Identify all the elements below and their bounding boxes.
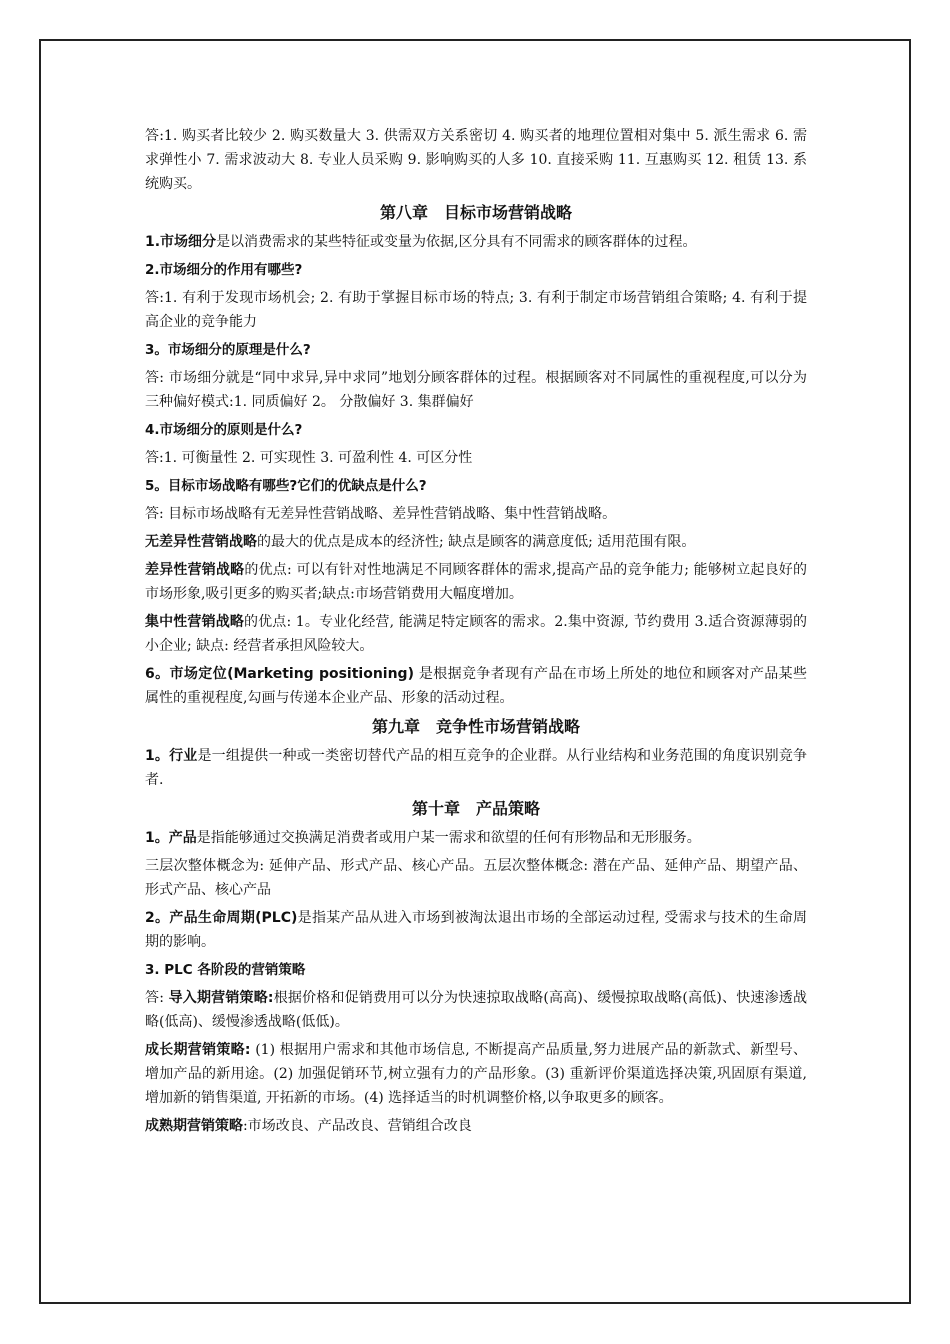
chapter-9-title: 第九章 竞争性市场营销战略 <box>371 717 580 736</box>
question-5: 5。目标市场战略有哪些?它们的优缺点是什么? <box>145 478 427 494</box>
term: 1。产品 <box>145 830 197 846</box>
question-4: 4.市场细分的原则是什么? <box>145 422 303 438</box>
growth-stage-strategy <box>145 1038 807 1110</box>
answer-prefix: 答: <box>145 990 169 1006</box>
chapter-10-title: 第十章 产品策略 <box>411 799 540 818</box>
strategy-text: 的最大的优点是成本的经济性; 缺点是顾客的满意度低; 适用范围有限。 <box>257 534 696 550</box>
strategy-concentrated <box>145 610 807 658</box>
term: 成长期营销策略: <box>145 1042 251 1058</box>
question-plc-strategies: 3. PLC 各阶段的营销策略 <box>145 962 306 978</box>
chapter-8-title: 第八章 目标市场营销战略 <box>379 203 572 222</box>
term: 成熟期营销策略 <box>145 1118 243 1134</box>
term: 无差异性营销战略 <box>145 534 257 550</box>
term: 集中性营销战略 <box>145 614 245 630</box>
answer-4: 答:1. 可衡量性 2. 可实现性 3. 可盈利性 4. 可区分性 <box>145 450 473 466</box>
term: 差异性营销战略 <box>145 562 245 578</box>
definition-product <box>145 826 807 850</box>
definition-text: 是一组提供一种或一类密切替代产品的相互竞争的企业群。从行业结构和业务范围的角度识别竞争者. <box>145 748 807 788</box>
answer-2: 答:1. 有利于发现市场机会; 2. 有助于掌握目标市场的特点; 3. 有利于制定市场营销组合策略; 4. 有利于提高企业的竞争能力 <box>145 290 807 330</box>
strategy-text: 的优点: 1。专业化经营, 能满足特定顾客的需求。2.集中资源, 节约费用 3.适合资源薄弱的小企业; 缺点: 经营者承担风险较大。 <box>145 614 807 654</box>
definition-text: 是根据竞争者现有产品在市场上所处的地位和顾客对产品某些属性的重视程度,勾画与传递本企业产品、形象的活动过程。 <box>145 666 807 706</box>
strategy-differentiated <box>145 558 807 606</box>
maturity-stage-strategy <box>145 1114 807 1138</box>
strategy-text: 的优点: 可以有针对性地满足不同顾客群体的需求,提高产品的竞争能力; 能够树立起良好的市场形象,吸引更多的购买者;缺点:市场营销费用大幅度增加。 <box>145 562 807 602</box>
term: 6。市场定位(Marketing positioning) <box>145 666 414 682</box>
intro-answer: 答:1. 购买者比较少 2. 购买数量大 3. 供需双方关系密切 4. 购买者的地理位置相对集中 5. 派生需求 6. 需求弹性小 7. 需求波动大 8. 专业人员采购 9. 影响购买的人多 10. 直接采购 11. 互惠购买 12. 租赁 13. 系统购买。 <box>145 128 807 192</box>
strategy-text: (1) 根据用户需求和其他市场信息, 不断提高产品质量,努力进展产品的新款式、新型号、增加产品的新用途。(2) 加强促销环节,树立强有力的产品形象。(3) 重新评价渠道选择决策,巩固原有渠道, 增加新的销售渠道, 开拓新的市场。(4) 选择适当的时机调整价格,以争取更多的顾客。 <box>145 1042 807 1106</box>
definition-industry <box>145 744 807 792</box>
term: 2。产品生命周期(PLC) <box>145 910 298 926</box>
term: 1.市场细分 <box>145 234 217 250</box>
question-2: 2.市场细分的作用有哪些? <box>145 262 303 278</box>
answer-5: 答: 目标市场战略有无差异性营销战略、差异性营销战略、集中性营销战略。 <box>145 506 617 522</box>
strategy-text: :市场改良、产品改良、营销组合改良 <box>243 1118 472 1134</box>
definition-text: 是以消费需求的某些特征或变量为依据,区分具有不同需求的顾客群体的过程。 <box>216 234 697 250</box>
definition-market-segmentation <box>145 230 807 254</box>
term: 1。行业 <box>145 748 198 764</box>
definition-text: 是指某产品从进入市场到被淘汰退出市场的全部运动过程, 受需求与技术的生命周期的影响。 <box>145 910 807 950</box>
definition-market-positioning <box>145 662 807 710</box>
definition-text: 是指能够通过交换满足消费者或用户某一需求和欲望的任何有形物品和无形服务。 <box>196 830 701 846</box>
question-3: 3。市场细分的原理是什么? <box>145 342 311 358</box>
definition-plc <box>145 906 807 954</box>
document-body <box>145 124 807 1142</box>
answer-3: 答: 市场细分就是“同中求异,异中求同”地划分顾客群体的过程。根据顾客对不同属性的重视程度,可以分为三种偏好模式:1. 同质偏好 2。 分散偏好 3. 集群偏好 <box>145 370 807 410</box>
introduction-stage-strategy <box>145 986 807 1034</box>
strategy-undifferentiated <box>145 530 807 554</box>
strategy-text: 根据价格和促销费用可以分为快速掠取战略(高高)、缓慢掠取战略(高低)、快速渗透战略(低高)、缓慢渗透战略(低低)。 <box>145 990 807 1030</box>
product-levels: 三层次整体概念为: 延伸产品、形式产品、核心产品。五层次整体概念: 潜在产品、延伸产品、期望产品、形式产品、核心产品 <box>145 858 807 898</box>
term: 导入期营销策略: <box>168 990 274 1006</box>
